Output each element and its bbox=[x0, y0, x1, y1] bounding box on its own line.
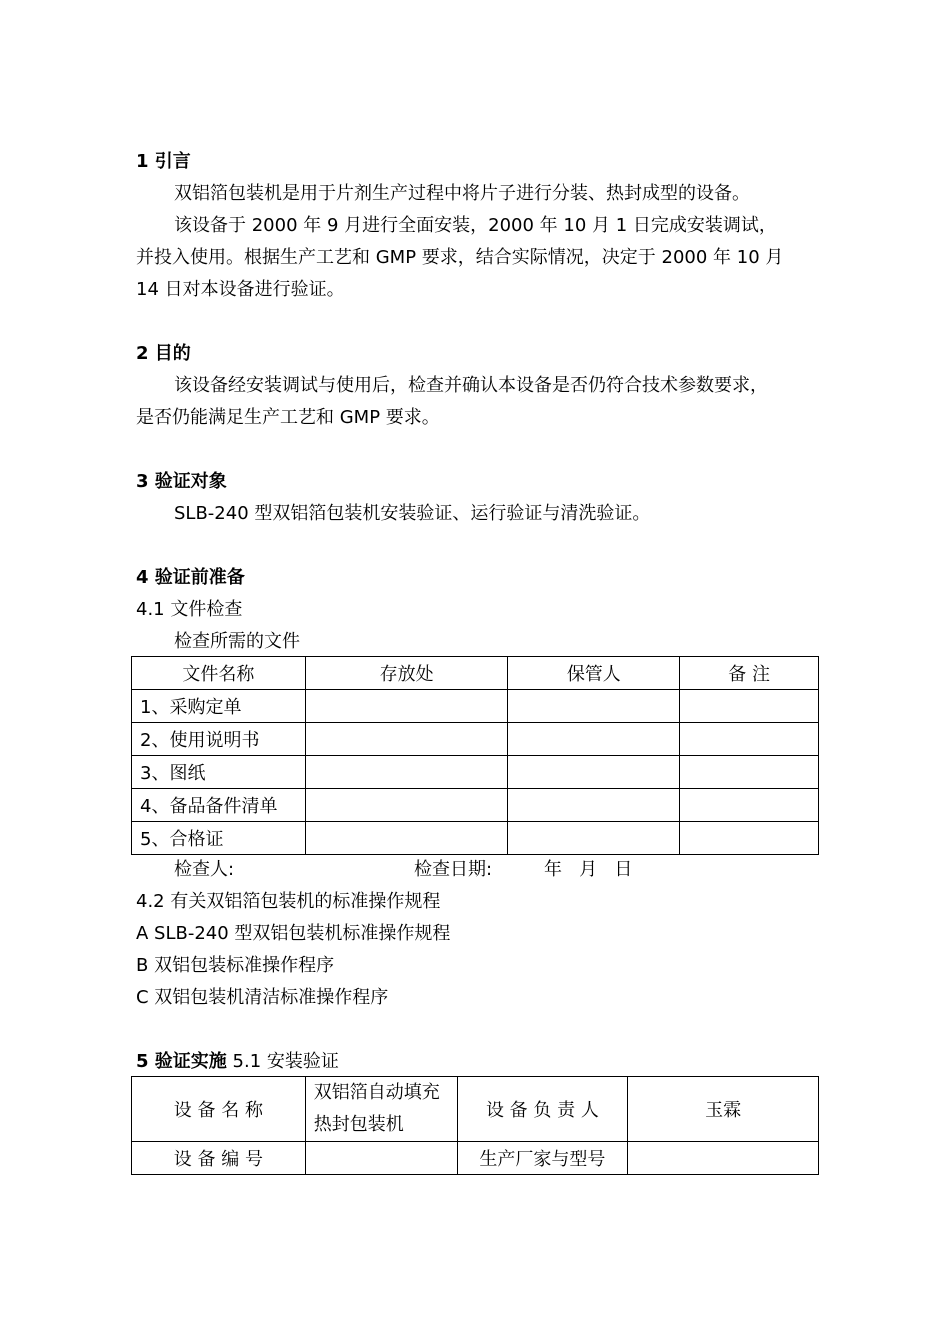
header-remarks: 备 注 bbox=[680, 657, 819, 690]
section-3-paragraph: SLB-240 型双铝箔包装机安装验证、运行验证与清洗验证。 bbox=[174, 503, 651, 524]
equipment-owner-label: 设 备 负 责 人 bbox=[457, 1077, 628, 1142]
check-date-units: 年 月 日 bbox=[544, 859, 633, 880]
checker-label: 检查人: bbox=[174, 859, 235, 880]
equipment-owner-value: 玉霖 bbox=[628, 1077, 819, 1142]
document-check-table bbox=[131, 656, 819, 855]
row-custodian-cell bbox=[508, 822, 680, 855]
section-2-paragraph-line-2: 是否仍能满足生产工艺和 GMP 要求。 bbox=[136, 407, 440, 428]
row-remarks-cell bbox=[680, 690, 819, 723]
installation-verification-table bbox=[131, 1076, 819, 1175]
row-remarks-cell bbox=[680, 723, 819, 756]
sop-item: A SLB-240 型双铝包装机标准操作规程 bbox=[136, 923, 451, 944]
section-2-paragraph-line-1: 该设备经安装调试与使用后，检查并确认本设备是否仍符合技术参数要求， bbox=[174, 375, 768, 396]
section-3-heading: 3 验证对象 bbox=[136, 471, 227, 492]
section-4-2-heading: 4.2 有关双铝箔包装机的标准操作规程 bbox=[136, 891, 441, 912]
row-document-name: 4、备品备件清单 bbox=[132, 789, 306, 822]
equipment-name-value-line-1: 双铝箔自动填充 bbox=[313, 1082, 440, 1103]
row-storage-cell bbox=[305, 723, 508, 756]
table-row bbox=[132, 789, 819, 822]
row-custodian-cell bbox=[508, 789, 680, 822]
table-row bbox=[132, 756, 819, 789]
section-5-heading: 5 验证实施 bbox=[136, 1051, 227, 1072]
equipment-number-value bbox=[305, 1142, 457, 1175]
row-storage-cell bbox=[305, 822, 508, 855]
section-1-paragraph-2-line-3: 14 日对本设备进行验证。 bbox=[136, 279, 345, 300]
header-document-name: 文件名称 bbox=[132, 657, 306, 690]
manufacturer-model-label: 生产厂家与型号 bbox=[457, 1142, 628, 1175]
equipment-name-label: 设 备 名 称 bbox=[132, 1077, 306, 1142]
section-4-heading: 4 验证前准备 bbox=[136, 567, 245, 588]
sop-item: B 双铝包装标准操作程序 bbox=[136, 955, 335, 976]
sop-item: C 双铝包装机清洁标准操作程序 bbox=[136, 987, 389, 1008]
row-remarks-cell bbox=[680, 756, 819, 789]
section-1-heading: 1 引言 bbox=[136, 151, 191, 172]
row-storage-cell bbox=[305, 789, 508, 822]
row-storage-cell bbox=[305, 690, 508, 723]
section-5-heading-line bbox=[136, 1050, 339, 1074]
row-remarks-cell bbox=[680, 789, 819, 822]
table-row bbox=[132, 1077, 819, 1142]
equipment-name-value bbox=[305, 1077, 457, 1142]
row-storage-cell bbox=[305, 756, 508, 789]
table-row bbox=[132, 723, 819, 756]
section-4-1-heading: 4.1 文件检查 bbox=[136, 599, 243, 620]
manufacturer-model-value bbox=[628, 1142, 819, 1175]
table-row bbox=[132, 690, 819, 723]
table-header-row bbox=[132, 657, 819, 690]
row-document-name: 3、图纸 bbox=[132, 756, 306, 789]
table-row bbox=[132, 1142, 819, 1175]
row-custodian-cell bbox=[508, 756, 680, 789]
row-custodian-cell bbox=[508, 690, 680, 723]
row-document-name: 5、合格证 bbox=[132, 822, 306, 855]
row-remarks-cell bbox=[680, 822, 819, 855]
section-1-paragraph-2-line-2: 并投入使用。根据生产工艺和 GMP 要求，结合实际情况，决定于 2000 年 10 月 bbox=[136, 247, 784, 268]
section-4-1-description: 检查所需的文件 bbox=[174, 631, 300, 652]
header-custodian: 保管人 bbox=[508, 657, 680, 690]
header-storage-location: 存放处 bbox=[305, 657, 508, 690]
row-document-name: 2、使用说明书 bbox=[132, 723, 306, 756]
table-row bbox=[132, 822, 819, 855]
row-document-name: 1、采购定单 bbox=[132, 690, 306, 723]
equipment-name-value-line-2: 热封包装机 bbox=[313, 1114, 404, 1135]
section-1-paragraph-1: 双铝箔包装机是用于片剂生产过程中将片子进行分装、热封成型的设备。 bbox=[174, 183, 750, 204]
equipment-number-label: 设 备 编 号 bbox=[132, 1142, 306, 1175]
section-5-1-heading: 5.1 安装验证 bbox=[226, 1051, 339, 1072]
row-custodian-cell bbox=[508, 723, 680, 756]
section-1-paragraph-2-line-1: 该设备于 2000 年 9 月进行全面安装，2000 年 10 月 1 日完成安装调试， bbox=[174, 215, 777, 236]
check-date-label: 检查日期: bbox=[414, 859, 493, 880]
section-2-heading: 2 目的 bbox=[136, 343, 191, 364]
